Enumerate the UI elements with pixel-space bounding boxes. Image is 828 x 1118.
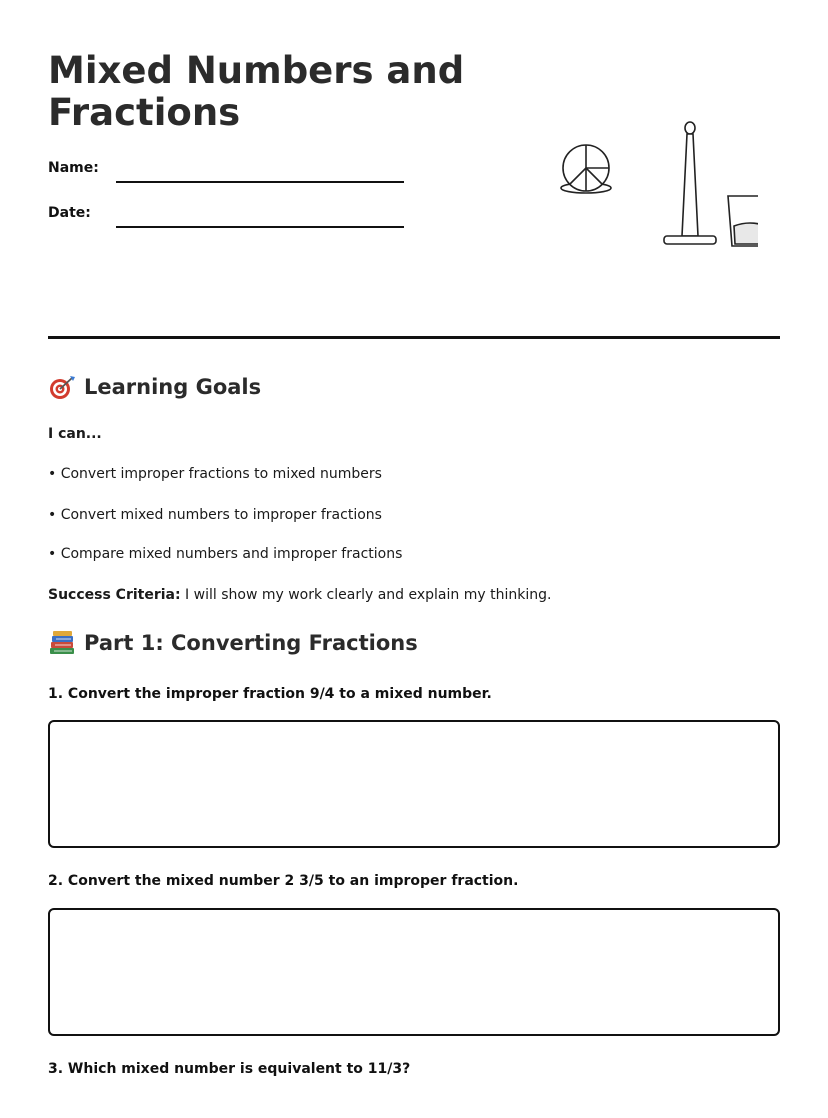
name-label: Name: [48,160,99,176]
learning-goals-heading [48,374,261,400]
learning-goals-title: Learning Goals [84,375,262,399]
header-divider [48,336,780,339]
books-icon [48,630,76,656]
measuring-cup-icon [728,160,758,246]
success-criteria-text: I will show my work clearly and explain my thinking. [180,587,552,603]
goals-intro: I can... [48,426,102,442]
pie-fraction-icon [561,145,611,193]
part1-heading [48,630,418,656]
question-2: 2. Convert the mixed number 2 3/5 to an improper fraction. [48,873,519,889]
date-field[interactable] [48,205,408,229]
balance-stand-icon [664,122,716,244]
goal-item: • Convert improper fractions to mixed numbers [48,466,382,482]
goal-item: • Convert mixed numbers to improper fractions [48,507,382,523]
page-title: Mixed Numbers and Fractions [48,49,465,134]
worksheet-page [48,0,780,1118]
question-3: 3. Which mixed number is equivalent to 11/3? [48,1061,411,1077]
question-1: 1. Convert the improper fraction 9/4 to a mixed number. [48,686,492,702]
goal-item: • Compare mixed numbers and improper fractions [48,546,403,562]
success-criteria-label: Success Criteria: [48,587,181,603]
answer-box-2[interactable] [48,908,780,1036]
part1-title: Part 1: Converting Fractions [84,631,418,655]
target-icon [48,374,76,400]
success-criteria [48,587,551,603]
fraction-illustration [558,118,758,256]
date-label: Date: [48,205,91,221]
date-line[interactable] [116,226,404,228]
name-line[interactable] [116,181,404,183]
name-field[interactable] [48,160,408,184]
answer-box-1[interactable] [48,720,780,848]
